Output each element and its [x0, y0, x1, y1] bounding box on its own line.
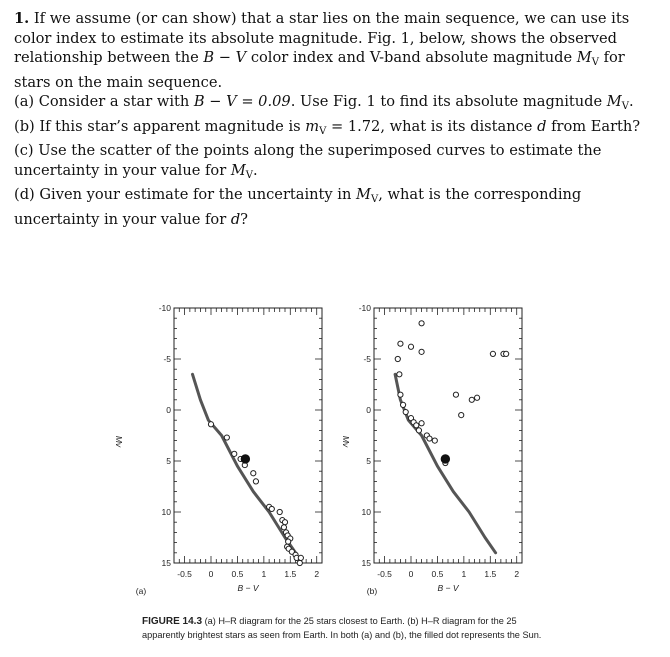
panel-b-x-axis-label: B − V	[437, 583, 459, 593]
panel-b-star-point	[427, 436, 432, 441]
panel-b-star-point	[432, 438, 437, 443]
part-b-d: d	[537, 117, 547, 135]
panel-a-star-point	[251, 471, 256, 476]
panel-b-y-tick-label: -10	[358, 303, 371, 313]
panel-b-x-tick-label: 0.5	[431, 569, 444, 579]
panel-a-star-point	[298, 555, 303, 560]
panel-a-x-tick-label: -0.5	[177, 569, 192, 579]
panel-b-x-tick-label: 0	[408, 569, 414, 579]
intro-text-1: If we assume (or can show) that a star lies on the main sequence, we can use its color index to estimate its absolute magnitude. Fig. 1, below, shows the observed relationship between the	[14, 10, 630, 66]
part-b-end: from Earth?	[546, 117, 641, 135]
panel-b-star-point	[504, 351, 509, 356]
caption-label: FIGURE 14.3	[142, 616, 203, 627]
panel-b-star-point	[419, 321, 424, 326]
part-b-equation: = 1.72	[326, 117, 381, 135]
part-d-mv: M	[356, 186, 371, 203]
part-d-end: ?	[240, 210, 248, 228]
part-d-d: d	[230, 210, 241, 228]
panel-b-star-point	[419, 349, 424, 354]
part-a-text: (a) Consider a star with	[14, 93, 194, 110]
part-a-mv-sub: V	[621, 101, 629, 112]
panel-b-x-tick-label: -0.5	[377, 569, 392, 579]
part-a-text-2: . Use Fig. 1 to find its absolute magnitude	[290, 93, 607, 110]
panel-b-y-tick-label: 15	[361, 558, 371, 568]
panel-b-star-point	[414, 423, 419, 428]
part-d-text: (d) Given your estimate for the uncertainty in	[14, 186, 357, 203]
panel-b-star-point	[416, 428, 421, 433]
panel-b-x-tick-label: 2	[514, 569, 520, 579]
intro-text-3: for stars on the main sequence.	[14, 49, 625, 91]
panel-a-y-tick-label: 10	[161, 507, 171, 517]
panel-a-label: (a)	[135, 586, 147, 596]
intro-mv: M	[576, 49, 592, 66]
panel-a-star-point	[208, 422, 213, 427]
panel-a-star-point	[281, 525, 286, 530]
intro-mv-sub: V	[591, 57, 599, 68]
panel-b-star-point	[469, 397, 474, 402]
part-c-end: .	[253, 161, 258, 179]
panel-b-star-point	[490, 351, 495, 356]
panel-a-y-tick-label: 5	[166, 456, 171, 466]
panel-b-star-point	[419, 421, 424, 426]
panel-b-star-point	[453, 392, 458, 397]
panel-b-y-axis-label: Mv	[341, 435, 351, 448]
panel-b-x-tick-label: 1.5	[484, 569, 497, 579]
panel-b-star-point	[408, 344, 413, 349]
panel-a-x-axis-label: B − V	[237, 583, 259, 593]
panel-b-y-tick-label: 5	[366, 456, 371, 466]
panel-a-star-point	[269, 506, 274, 511]
part-d-text-2: , what is the corresponding uncertainty in your value for	[14, 186, 582, 228]
panel-b-x-tick-label: 1	[461, 569, 467, 579]
panel-b-y-tick-label: 0	[366, 405, 371, 415]
panel-a-star-point	[224, 435, 229, 440]
panel-a-star-point	[277, 509, 282, 514]
panel-a-frame	[174, 308, 322, 563]
part-a-equation: B − V = 0.09	[193, 93, 291, 110]
panel-a-star-point	[286, 539, 291, 544]
part-b-m: m	[305, 117, 320, 135]
panel-b-star-point	[398, 341, 403, 346]
panel-a-sun-point	[241, 455, 249, 463]
panel-a-y-tick-label: 0	[166, 405, 171, 415]
part-c-mv: M	[230, 161, 246, 179]
part-d-mv-sub: V	[370, 194, 379, 205]
panel-a-star-point	[253, 479, 258, 484]
panel-b-star-point	[474, 395, 479, 400]
panel-b-star-point	[397, 372, 402, 377]
part-b-text-2: , what is its distance	[380, 117, 538, 135]
panel-a-y-tick-label: -5	[163, 354, 171, 364]
part-a-end: .	[628, 93, 634, 110]
part-b-text: (b) If this star’s apparent magnitude is	[14, 117, 306, 135]
panel-a-x-tick-label: 1.5	[284, 569, 297, 579]
intro-text-2: color index and V-band absolute magnitude	[246, 49, 577, 66]
panel-a-x-tick-label: 0.5	[231, 569, 244, 579]
figure-caption	[142, 615, 542, 641]
intro-bv: B − V	[203, 49, 247, 66]
panel-a-x-tick-label: 0	[208, 569, 214, 579]
panel-a-star-point	[297, 560, 302, 565]
panel-b-sun-point	[441, 455, 449, 463]
panel-b-y-tick-label: 10	[361, 507, 371, 517]
panel-b-star-point	[398, 392, 403, 397]
panel-a-y-tick-label: -10	[158, 303, 171, 313]
panel-b-star-point	[459, 413, 464, 418]
panel-b-star-point	[403, 409, 408, 414]
panel-a-x-tick-label: 1	[261, 569, 267, 579]
panel-a-y-tick-label: 15	[161, 558, 171, 568]
panel-b-star-point	[395, 356, 400, 361]
caption-text: (a) H–R diagram for the 25 stars closest to Earth. (b) H–R diagram for the 25 apparently brightest stars as seen from Earth. In both (a) and (b), the filled dot represents the Sun.	[142, 616, 542, 640]
problem-number: 1.	[14, 10, 30, 27]
part-c-text: (c) Use the scatter of the points along the superimposed curves to estimate the uncertainty in your value for	[14, 142, 602, 179]
panel-a-y-axis-label: Mv	[114, 435, 124, 448]
panel-a-star-point	[282, 520, 287, 525]
part-b-m-sub: V	[319, 125, 327, 137]
part-a-mv: M	[606, 93, 622, 110]
panel-b-label: (b)	[366, 586, 378, 596]
part-c-mv-sub: V	[245, 169, 253, 181]
panel-b-frame	[374, 308, 522, 563]
panel-a-x-tick-label: 2	[314, 569, 320, 579]
panel-a-star-point	[232, 451, 237, 456]
panel-b-y-tick-label: -5	[363, 354, 371, 364]
panel-b-star-point	[400, 402, 405, 407]
